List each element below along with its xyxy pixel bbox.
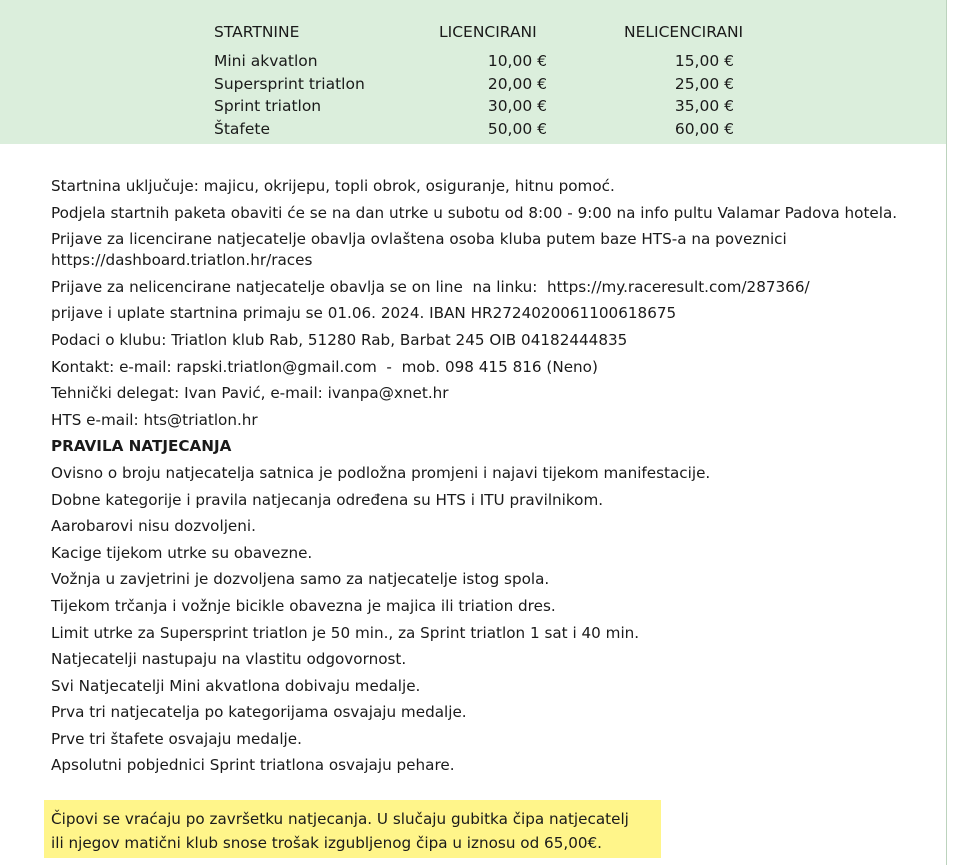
packet-pickup-text: Podjela startnih paketa obaviti će se na dan utrke u subotu od 8:00 - 9:00 na info pultu Valamar Padova hotela. [51, 203, 898, 222]
fee-includes-text: Startnina uključuje: majicu, okrijepu, topli obrok, osiguranje, hitnu pomoć. [51, 177, 615, 195]
fee-row [214, 50, 764, 73]
fee-licensed: 50,00 € [487, 119, 547, 138]
fee-row [214, 95, 764, 118]
header-licensed: LICENCIRANI [439, 23, 537, 41]
registration-link[interactable]: https://dashboard.triatlon.hr/races [51, 251, 313, 270]
fee-unlicensed: 25,00 € [674, 74, 734, 93]
page-right-border [946, 0, 947, 865]
rule-item: Apsolutni pobjednici Sprint triatlona osvajaju pehare. [51, 756, 455, 775]
fee-table-header [214, 22, 764, 50]
header-unlicensed: NELICENCIRANI [624, 23, 744, 41]
rule-item: Svi Natjecatelji Mini akvatlona dobivaju medalje. [51, 676, 421, 695]
rule-item: Dobne kategorije i pravila natjecanja određena su HTS i ITU pravilnikom. [51, 490, 604, 509]
header-entry-fees: STARTNINE [214, 23, 300, 41]
fee-licensed: 30,00 € [487, 97, 547, 115]
rule-item: Prva tri natjecatelja po kategorijama osvajaju medalje. [51, 703, 467, 722]
fee-category: Supersprint triatlon [214, 74, 365, 93]
entry-fee-section [0, 0, 946, 144]
club-info-text: Podaci o klubu: Triatlon klub Rab, 51280 Rab, Barbat 245 OIB 04182444835 [51, 330, 628, 349]
payment-info-text: prijave i uplate startnina primaju se 01.06. 2024. IBAN HR2724020061100618675 [51, 304, 677, 323]
online-registration-text[interactable]: Prijave za nelicencirane natjecatelje obavlja se on line na linku: https://my.raceresult.com/287366/ [51, 277, 810, 296]
fee-licensed: 20,00 € [487, 74, 547, 93]
fee-unlicensed: 60,00 € [674, 119, 734, 138]
chip-return-notice [44, 800, 661, 858]
rule-item: Prve tri štafete osvajaju medalje. [51, 729, 302, 748]
fee-row [214, 73, 764, 96]
fee-category: Sprint triatlon [214, 97, 322, 115]
chip-notice-line: ili njegov matični klub snose trošak izgubljenog čipa u iznosu od 65,00€. [51, 834, 603, 852]
rule-item: Limit utrke za Supersprint triatlon je 50 min., za Sprint triatlon 1 sat i 40 min. [51, 623, 640, 642]
fee-row [214, 118, 764, 141]
chip-notice-line: Čipovi se vraćaju po završetku natjecanja. U slučaju gubitka čipa natjecatelj [51, 810, 629, 828]
fee-unlicensed: 35,00 € [674, 97, 734, 115]
fee-category: Mini akvatlon [214, 52, 318, 70]
entry-fee-table [214, 22, 764, 140]
rule-item: Aarobarovi nisu dozvoljeni. [51, 517, 256, 536]
rules-heading: PRAVILA NATJECANJA [51, 437, 232, 456]
fee-unlicensed: 15,00 € [674, 52, 734, 70]
race-information [51, 176, 931, 782]
rule-item: Kacige tijekom utrke su obavezne. [51, 543, 313, 562]
fee-licensed: 10,00 € [487, 52, 547, 70]
hts-email-text[interactable]: HTS e-mail: hts@triatlon.hr [51, 410, 258, 429]
fee-category: Štafete [214, 119, 271, 138]
rule-item: Tijekom trčanja i vožnje bicikle obavezna je majica ili triation dres. [51, 596, 556, 615]
contact-text[interactable]: Kontakt: e-mail: rapski.triatlon@gmail.com - mob. 098 415 816 (Neno) [51, 357, 598, 376]
licensed-registration-text: Prijave za licencirane natjecatelje obavlja ovlaštena osoba kluba putem baze HTS-a na poveznici [51, 230, 787, 249]
technical-delegate-text[interactable]: Tehnički delegat: Ivan Pavić, e-mail: ivanpa@xnet.hr [51, 384, 449, 403]
rule-item: Natjecatelji nastupaju na vlastitu odgovornost. [51, 650, 407, 669]
rule-item: Vožnja u zavjetrini je dozvoljena samo za natjecatelje istog spola. [51, 570, 550, 589]
rule-item: Ovisno o broju natjecatelja satnica je podložna promjeni i najavi tijekom manifestacije. [51, 463, 711, 482]
